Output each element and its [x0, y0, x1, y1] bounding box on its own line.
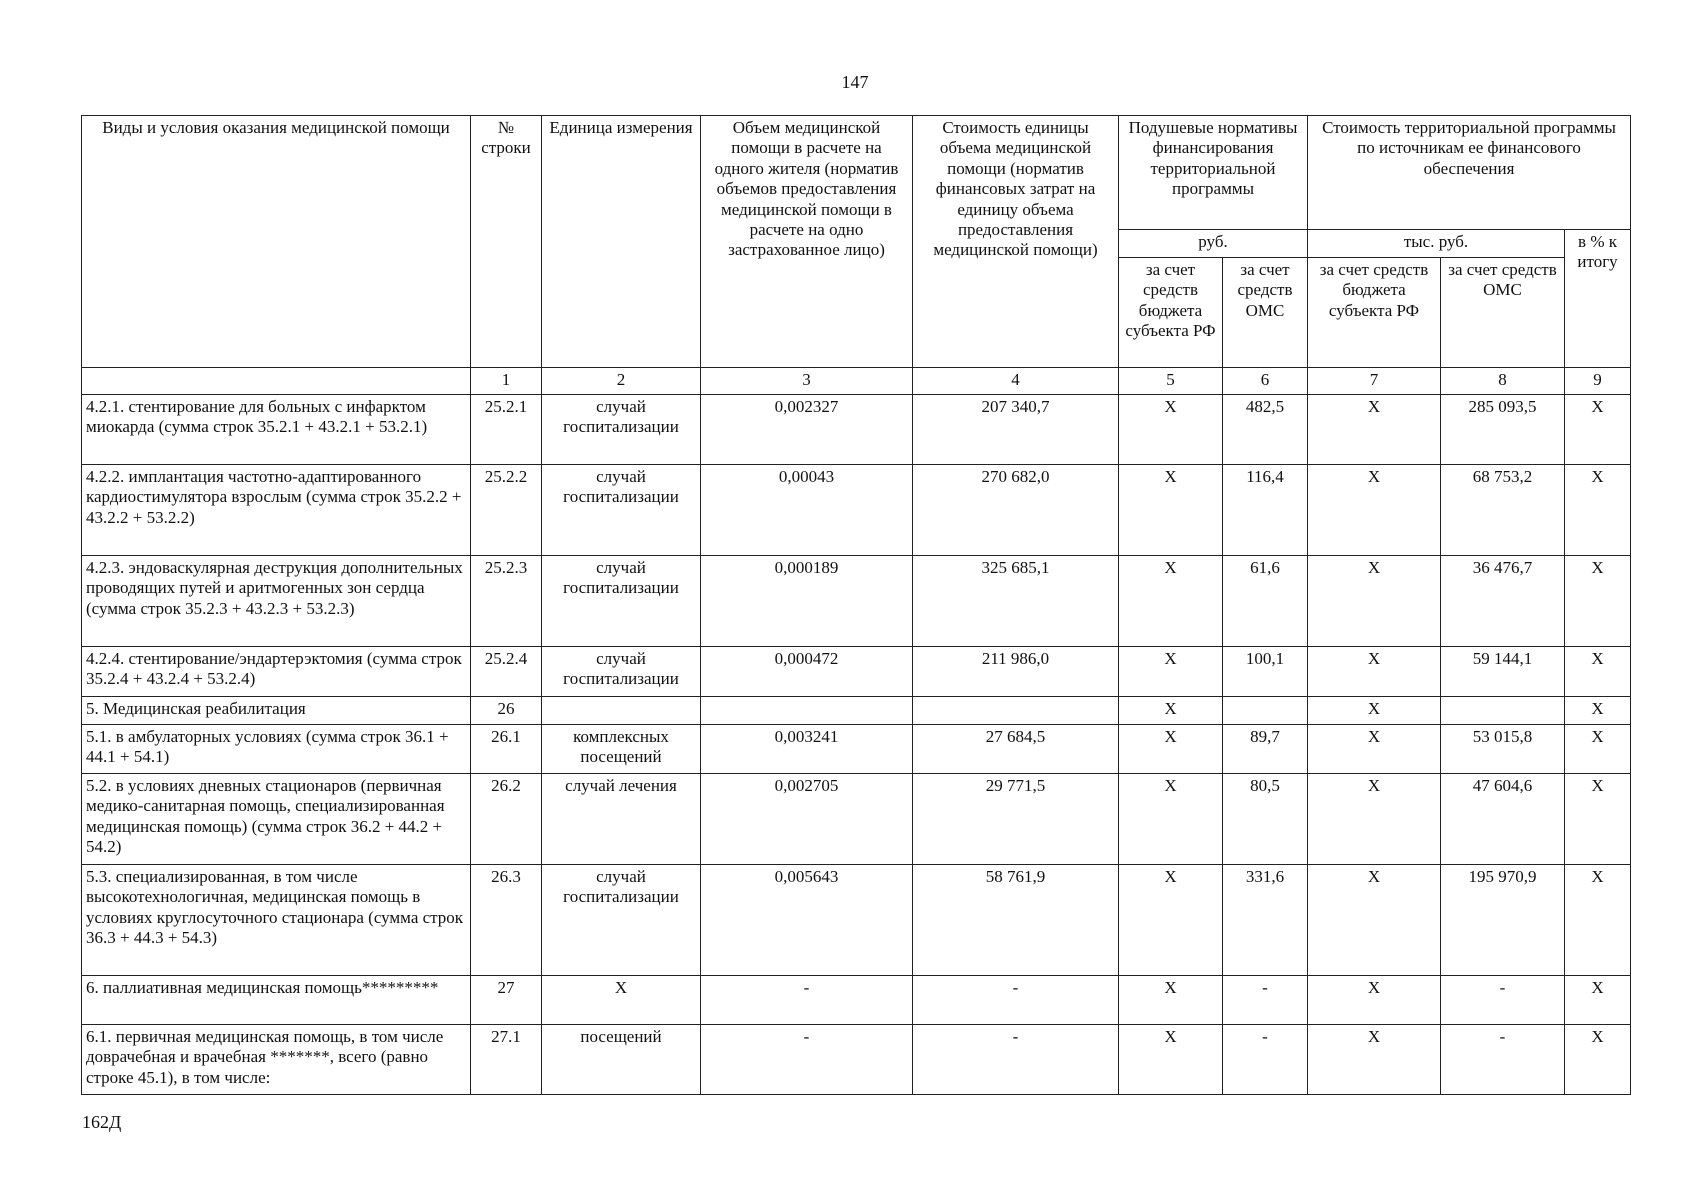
table-row — [82, 647, 1631, 697]
row-col5: X — [1119, 465, 1223, 556]
row-volume: 0,00043 — [701, 465, 913, 556]
row-col6: 331,6 — [1223, 865, 1308, 976]
col-number: 9 — [1565, 368, 1631, 395]
table-row — [82, 725, 1631, 774]
row-col9: X — [1565, 465, 1631, 556]
header-per-capita: Подушевые нормативы финансирования территориальной программы — [1119, 116, 1308, 230]
row-col6 — [1223, 697, 1308, 725]
row-cost — [913, 697, 1119, 725]
row-col8: 36 476,7 — [1441, 556, 1565, 647]
row-col5: X — [1119, 556, 1223, 647]
header-kind: Виды и условия оказания медицинской помощи — [82, 116, 471, 368]
row-col8: 59 144,1 — [1441, 647, 1565, 697]
table-row — [82, 976, 1631, 1025]
row-col9: X — [1565, 395, 1631, 465]
row-col7: X — [1308, 976, 1441, 1025]
header-cost: Стоимость единицы объема медицинской помощи (норматив финансовых затрат на единицу объема предоставления медицинской помощи) — [913, 116, 1119, 368]
row-unit: случай госпитализации — [542, 465, 701, 556]
row-cost: 270 682,0 — [913, 465, 1119, 556]
row-col6: 61,6 — [1223, 556, 1308, 647]
row-number: 26.1 — [471, 725, 542, 774]
row-col8: 47 604,6 — [1441, 774, 1565, 865]
row-number: 25.2.1 — [471, 395, 542, 465]
financing-table — [81, 115, 1631, 1095]
row-col9: X — [1565, 697, 1631, 725]
table-header — [82, 116, 1631, 395]
header-percent: в % к итогу — [1565, 230, 1631, 368]
row-number: 25.2.2 — [471, 465, 542, 556]
row-col8: - — [1441, 1025, 1565, 1095]
row-cost: 325 685,1 — [913, 556, 1119, 647]
col-number: 1 — [471, 368, 542, 395]
row-col8: - — [1441, 976, 1565, 1025]
row-col5: X — [1119, 976, 1223, 1025]
col-number: 7 — [1308, 368, 1441, 395]
col-number: 6 — [1223, 368, 1308, 395]
row-col9: X — [1565, 725, 1631, 774]
row-col7: X — [1308, 725, 1441, 774]
column-numbers-row — [82, 368, 1631, 395]
row-col8 — [1441, 697, 1565, 725]
row-name: 6.1. первичная медицинская помощь, в том числе доврачебная и врачебная *******, всего (равно строке 45.1), в том числе: — [82, 1025, 471, 1095]
row-col6: - — [1223, 1025, 1308, 1095]
row-col6: 116,4 — [1223, 465, 1308, 556]
header-unit: Единица измерения — [542, 116, 701, 368]
row-name: 5.2. в условиях дневных стационаров (первичная медико-санитарная помощь, специализированная медицинская помощь) (сумма строк 36.2 + 44.2 + 54.2) — [82, 774, 471, 865]
row-col5: X — [1119, 697, 1223, 725]
col-number: 4 — [913, 368, 1119, 395]
row-col7: X — [1308, 865, 1441, 976]
table-row — [82, 1025, 1631, 1095]
table-row — [82, 697, 1631, 725]
row-col5: X — [1119, 395, 1223, 465]
col-number: 3 — [701, 368, 913, 395]
row-col5: X — [1119, 647, 1223, 697]
row-volume: - — [701, 976, 913, 1025]
row-col6: 100,1 — [1223, 647, 1308, 697]
table-row — [82, 465, 1631, 556]
col-number — [82, 368, 471, 395]
row-name: 4.2.3. эндоваскулярная деструкция дополнительных проводящих путей и аритмогенных зон сердца (сумма строк 35.2.3 + 43.2.3 + 53.2.3) — [82, 556, 471, 647]
row-name: 5.3. специализированная, в том числе высокотехнологичная, медицинская помощь в условиях круглосуточного стационара (сумма строк 36.3 + 44.3 + 54.3) — [82, 865, 471, 976]
row-unit: случай госпитализации — [542, 395, 701, 465]
row-cost: 27 684,5 — [913, 725, 1119, 774]
row-col7: X — [1308, 774, 1441, 865]
header-volume: Объем медицинской помощи в расчете на одного жителя (норматив объемов предоставления медицинской помощи в расчете на одно застрахованное лицо) — [701, 116, 913, 368]
col-number: 8 — [1441, 368, 1565, 395]
row-col8: 53 015,8 — [1441, 725, 1565, 774]
header-budget-2: за счет средств бюджета субъекта РФ — [1308, 258, 1441, 368]
header-territorial: Стоимость территориальной программы по источникам ее финансового обеспечения — [1308, 116, 1631, 230]
row-col5: X — [1119, 865, 1223, 976]
row-col7: X — [1308, 465, 1441, 556]
row-name: 5. Медицинская реабилитация — [82, 697, 471, 725]
table-row — [82, 774, 1631, 865]
row-unit: случай госпитализации — [542, 556, 701, 647]
row-cost: 58 761,9 — [913, 865, 1119, 976]
row-unit: случай лечения — [542, 774, 701, 865]
table-row — [82, 395, 1631, 465]
row-unit — [542, 697, 701, 725]
header-thous-rub: тыс. руб. — [1308, 230, 1565, 258]
row-number: 27 — [471, 976, 542, 1025]
row-unit: случай госпитализации — [542, 865, 701, 976]
row-col5: X — [1119, 1025, 1223, 1095]
row-col9: X — [1565, 865, 1631, 976]
row-unit: случай госпитализации — [542, 647, 701, 697]
header-oms-1: за счет средств ОМС — [1223, 258, 1308, 368]
row-volume: 0,000472 — [701, 647, 913, 697]
header-rub: руб. — [1119, 230, 1308, 258]
row-name: 5.1. в амбулаторных условиях (сумма строк 36.1 + 44.1 + 54.1) — [82, 725, 471, 774]
row-unit: комплексных посещений — [542, 725, 701, 774]
document-code: 162Д — [82, 1112, 122, 1132]
row-unit: X — [542, 976, 701, 1025]
header-oms-2: за счет средств ОМС — [1441, 258, 1565, 368]
row-col5: X — [1119, 725, 1223, 774]
row-col9: X — [1565, 1025, 1631, 1095]
row-number: 25.2.3 — [471, 556, 542, 647]
row-col6: 80,5 — [1223, 774, 1308, 865]
row-volume: 0,002705 — [701, 774, 913, 865]
row-col9: X — [1565, 976, 1631, 1025]
row-col7: X — [1308, 647, 1441, 697]
row-name: 6. паллиативная медицинская помощь********* — [82, 976, 471, 1025]
row-col8: 285 093,5 — [1441, 395, 1565, 465]
row-number: 27.1 — [471, 1025, 542, 1095]
row-col6: - — [1223, 976, 1308, 1025]
table-row — [82, 865, 1631, 976]
row-col8: 195 970,9 — [1441, 865, 1565, 976]
row-cost: 211 986,0 — [913, 647, 1119, 697]
row-col7: X — [1308, 1025, 1441, 1095]
row-cost: 207 340,7 — [913, 395, 1119, 465]
row-col9: X — [1565, 774, 1631, 865]
row-col7: X — [1308, 697, 1441, 725]
row-number: 26.2 — [471, 774, 542, 865]
row-col7: X — [1308, 395, 1441, 465]
row-number: 26.3 — [471, 865, 542, 976]
row-col8: 68 753,2 — [1441, 465, 1565, 556]
row-col7: X — [1308, 556, 1441, 647]
row-number: 26 — [471, 697, 542, 725]
table-row — [82, 556, 1631, 647]
row-volume: 0,005643 — [701, 865, 913, 976]
page-number: 147 — [841, 72, 869, 92]
row-name: 4.2.2. имплантация частотно-адаптированного кардиостимулятора взрослым (сумма строк 35.2.2 + 43.2.2 + 53.2.2) — [82, 465, 471, 556]
header-budget-1: за счет средств бюджета субъекта РФ — [1119, 258, 1223, 368]
row-volume: 0,002327 — [701, 395, 913, 465]
row-volume: 0,000189 — [701, 556, 913, 647]
col-number: 2 — [542, 368, 701, 395]
row-unit: посещений — [542, 1025, 701, 1095]
row-col5: X — [1119, 774, 1223, 865]
row-col9: X — [1565, 647, 1631, 697]
row-volume — [701, 697, 913, 725]
row-cost: 29 771,5 — [913, 774, 1119, 865]
row-col6: 89,7 — [1223, 725, 1308, 774]
header-row-no: № строки — [471, 116, 542, 368]
row-cost: - — [913, 976, 1119, 1025]
col-number: 5 — [1119, 368, 1223, 395]
row-name: 4.2.1. стентирование для больных с инфарктом миокарда (сумма строк 35.2.1 + 43.2.1 + 53.2.1) — [82, 395, 471, 465]
row-col9: X — [1565, 556, 1631, 647]
row-col6: 482,5 — [1223, 395, 1308, 465]
row-name: 4.2.4. стентирование/эндартерэктомия (сумма строк 35.2.4 + 43.2.4 + 53.2.4) — [82, 647, 471, 697]
row-volume: 0,003241 — [701, 725, 913, 774]
row-cost: - — [913, 1025, 1119, 1095]
row-volume: - — [701, 1025, 913, 1095]
table-body — [82, 395, 1631, 1095]
row-number: 25.2.4 — [471, 647, 542, 697]
